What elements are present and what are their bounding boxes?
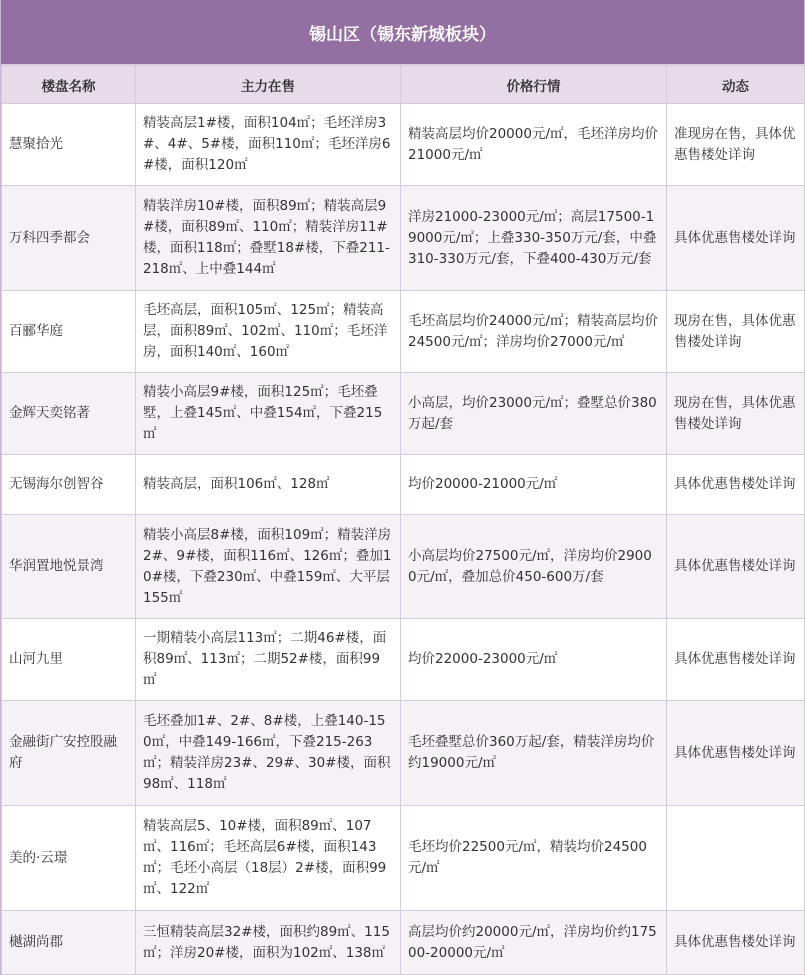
- table-row: [2, 515, 805, 619]
- cell-status: [667, 806, 805, 911]
- cell-status: 现房在售，具体优惠售楼处详询: [667, 373, 805, 455]
- cell-project-name: 山河九里: [2, 619, 136, 701]
- table-row: [2, 104, 805, 186]
- cell-supply: 精装洋房10#楼，面积89㎡；精装高层9#楼，面积89㎡、110㎡；精装洋房11#楼，面积118㎡；叠墅18#楼，下叠211-218㎡、上中叠144㎡: [136, 186, 401, 291]
- header-name: 楼盘名称: [2, 66, 136, 104]
- cell-price: 高层均价约20000元/㎡，洋房均价约17500-20000元/㎡: [401, 911, 667, 975]
- table-row: [2, 455, 805, 515]
- cell-supply: 毛坯高层，面积105㎡、125㎡；精装高层，面积89㎡、102㎡、110㎡；毛坯洋房，面积140㎡、160㎡: [136, 291, 401, 373]
- cell-project-name: 金辉天奕铭著: [2, 373, 136, 455]
- table-row: [2, 291, 805, 373]
- cell-supply: 精装小高层9#楼，面积125㎡；毛坯叠墅，上叠145㎡、中叠154㎡，下叠215㎡: [136, 373, 401, 455]
- cell-status: 准现房在售，具体优惠售楼处详询: [667, 104, 805, 186]
- table-row: [2, 186, 805, 291]
- table-title: 锡山区（锡东新城板块）: [1, 0, 804, 65]
- cell-project-name: 华润置地悦景湾: [2, 515, 136, 619]
- cell-status: 具体优惠售楼处详询: [667, 186, 805, 291]
- cell-price: 精装高层均价20000元/㎡，毛坯洋房均价21000元/㎡: [401, 104, 667, 186]
- cell-project-name: 美的·云璟: [2, 806, 136, 911]
- cell-supply: 精装高层，面积106㎡、128㎡: [136, 455, 401, 515]
- cell-price: 小高层，均价23000元/㎡；叠墅总价380万起/套: [401, 373, 667, 455]
- cell-project-name: 慧聚拾光: [2, 104, 136, 186]
- cell-status: 具体优惠售楼处详询: [667, 515, 805, 619]
- cell-price: 均价20000-21000元/㎡: [401, 455, 667, 515]
- cell-project-name: 樾湖尚郡: [2, 911, 136, 975]
- cell-price: 洋房21000-23000元/㎡；高层17500-19000元/㎡；上叠330-350万元/套，中叠310-330万元/套，下叠400-430万元/套: [401, 186, 667, 291]
- header-price: 价格行情: [401, 66, 667, 104]
- header-status: 动态: [667, 66, 805, 104]
- cell-project-name: 无锡海尔创智谷: [2, 455, 136, 515]
- header-row: [2, 66, 805, 104]
- table-row: [2, 806, 805, 911]
- cell-status: 具体优惠售楼处详询: [667, 911, 805, 975]
- cell-status: 具体优惠售楼处详询: [667, 701, 805, 806]
- cell-price: 毛坯叠墅总价360万起/套，精装洋房均价约19000元/㎡: [401, 701, 667, 806]
- cell-price: 均价22000-23000元/㎡: [401, 619, 667, 701]
- cell-status: 具体优惠售楼处详询: [667, 455, 805, 515]
- table-row: [2, 701, 805, 806]
- header-supply: 主力在售: [136, 66, 401, 104]
- cell-project-name: 万科四季都会: [2, 186, 136, 291]
- listing-table: [1, 65, 805, 975]
- cell-supply: 精装高层1#楼，面积104㎡；毛坯洋房3#、4#、5#楼，面积110㎡；毛坯洋房6#楼，面积120㎡: [136, 104, 401, 186]
- cell-supply: 精装小高层8#楼，面积109㎡；精装洋房2#、9#楼，面积116㎡、126㎡；叠加10#楼，下叠230㎡、中叠159㎡、大平层155㎡: [136, 515, 401, 619]
- cell-supply: 三恒精装高层32#楼，面积约89㎡、115㎡；洋房20#楼，面积为102㎡、138㎡: [136, 911, 401, 975]
- cell-supply: 精装高层5、10#楼，面积89㎡、107㎡、116㎡；毛坯高层6#楼，面积143㎡；毛坯小高层（18层）2#楼，面积99㎡、122㎡: [136, 806, 401, 911]
- cell-price: 小高层均价27500元/㎡，洋房均价29000元/㎡，叠加总价450-600万/套: [401, 515, 667, 619]
- cell-supply: 一期精装小高层113㎡；二期46#楼，面积89㎡、113㎡；二期52#楼，面积99㎡: [136, 619, 401, 701]
- cell-status: 具体优惠售楼处详询: [667, 619, 805, 701]
- table-row: [2, 911, 805, 975]
- table-row: [2, 619, 805, 701]
- cell-project-name: 百郦华庭: [2, 291, 136, 373]
- table-row: [2, 373, 805, 455]
- cell-status: 现房在售，具体优惠售楼处详询: [667, 291, 805, 373]
- cell-project-name: 金融街广安控股融府: [2, 701, 136, 806]
- cell-supply: 毛坯叠加1#、2#、8#楼，上叠140-150㎡，中叠149-166㎡，下叠215-263㎡；精装洋房23#、29#、30#楼，面积98㎡、118㎡: [136, 701, 401, 806]
- cell-price: 毛坯均价22500元/㎡，精装均价24500元/㎡: [401, 806, 667, 911]
- cell-price: 毛坯高层均价24000元/㎡；精装高层均价24500元/㎡；洋房均价27000元/㎡: [401, 291, 667, 373]
